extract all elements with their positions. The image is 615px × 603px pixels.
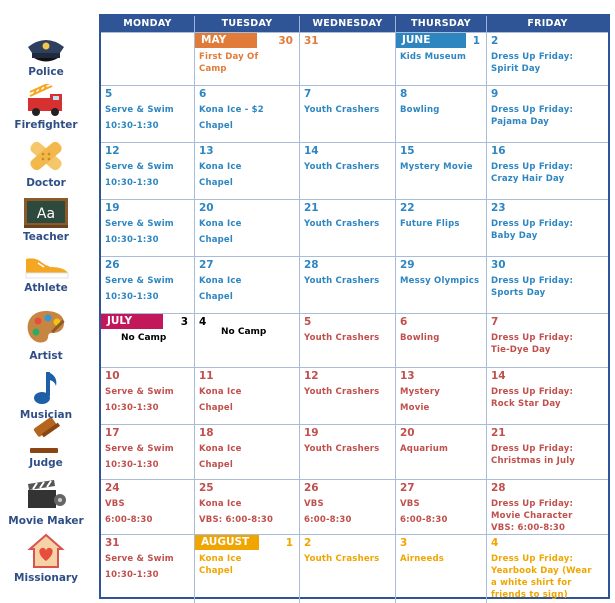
event-text: Kona Ice: [199, 276, 242, 286]
day-number: 21: [491, 427, 506, 439]
day-cell: [195, 33, 300, 85]
event-text: VBS: [304, 499, 324, 509]
day-number: 6: [199, 88, 207, 100]
event-text: VBS: 6:00-8:30: [491, 523, 566, 533]
day-cell: [195, 86, 300, 142]
sneaker-icon: [0, 253, 92, 281]
event-text: 10:30-1:30: [105, 570, 159, 580]
day-cell: [487, 200, 608, 256]
career-sidebar: [0, 0, 92, 603]
week-row: [101, 534, 608, 603]
no-camp-note: No Camp: [221, 327, 267, 337]
day-number: 22: [400, 202, 415, 214]
day-number: 30: [491, 259, 506, 271]
event-text: Rock Star Day: [491, 399, 561, 409]
event-text: Dress Up Friday:: [491, 105, 574, 115]
day-number: 1: [472, 34, 480, 47]
day-number: 6: [400, 316, 408, 328]
day-cell: [300, 368, 396, 424]
day-cell: [396, 480, 487, 534]
event-text: 10:30-1:30: [105, 178, 159, 188]
day-cell: [487, 86, 608, 142]
career-label: Athlete: [24, 282, 68, 294]
police-hat-icon: [0, 35, 92, 65]
day-number: 26: [304, 482, 319, 494]
day-cell: [101, 425, 195, 479]
day-number: 7: [491, 316, 499, 328]
event-text: Dress Up Friday:: [491, 52, 574, 62]
day-number: 31: [304, 35, 319, 47]
event-text: Yearbook Day (Wear: [491, 566, 592, 576]
event-text: Pajama Day: [491, 117, 550, 127]
day-cell: [396, 143, 487, 199]
day-number: 2: [304, 537, 312, 549]
event-text: Dress Up Friday:: [491, 444, 574, 454]
day-number: 23: [491, 202, 506, 214]
day-number: 4: [199, 316, 207, 328]
day-cell: [195, 368, 300, 424]
event-text: VBS: [105, 499, 125, 509]
event-text: Airneeds: [400, 554, 445, 564]
day-number: 1: [285, 536, 293, 549]
day-number: 28: [304, 259, 319, 271]
event-text: Chapel: [199, 403, 233, 413]
calendar-weeks: [101, 32, 608, 603]
no-camp-note: No Camp: [121, 333, 167, 343]
career-doctor: [0, 136, 92, 189]
palette-icon: [0, 307, 92, 349]
day-number: 14: [304, 145, 319, 157]
bandage-icon: [0, 136, 92, 176]
day-cell: [101, 257, 195, 313]
day-cell: [101, 86, 195, 142]
event-text: friends to sign): [491, 590, 568, 600]
day-cell: [101, 143, 195, 199]
month-start: [195, 33, 299, 48]
event-text: 10:30-1:30: [105, 235, 159, 245]
event-text: First Day Of: [199, 52, 259, 62]
day-number: 12: [304, 370, 319, 382]
event-text: Dress Up Friday:: [491, 276, 574, 286]
event-text: Mystery Movie: [400, 162, 473, 172]
day-number: 4: [491, 537, 499, 549]
day-number: 24: [105, 482, 120, 494]
day-number: 31: [105, 537, 120, 549]
career-label: Movie Maker: [8, 515, 84, 527]
day-number: 19: [304, 427, 319, 439]
day-cell: [101, 314, 195, 367]
svg-text:Aa: Aa: [36, 206, 56, 222]
day-cell: [396, 535, 487, 603]
event-text: Youth Crashers: [304, 554, 380, 564]
day-header-thursday: THURSDAY: [396, 16, 487, 32]
summer-camp-calendar: [99, 14, 610, 599]
day-cell: [101, 200, 195, 256]
day-cell: [487, 143, 608, 199]
career-movie-maker: [0, 476, 92, 527]
day-number: 26: [105, 259, 120, 271]
day-number: 8: [400, 88, 408, 100]
event-text: Dress Up Friday:: [491, 333, 574, 343]
day-number: 19: [105, 202, 120, 214]
day-number: 16: [491, 145, 506, 157]
career-judge: [0, 418, 92, 469]
day-number: 13: [199, 145, 214, 157]
event-text: Kona Ice - $2: [199, 105, 264, 115]
week-row: [101, 199, 608, 256]
month-badge: AUGUST: [195, 535, 259, 550]
event-text: 10:30-1:30: [105, 403, 159, 413]
day-cell: [396, 86, 487, 142]
weekday-header: [101, 16, 608, 32]
event-text: Future Flips: [400, 219, 460, 229]
event-text: Youth Crashers: [304, 387, 380, 397]
month-badge: JUNE: [396, 33, 466, 48]
event-text: Spirit Day: [491, 64, 541, 74]
event-text: Youth Crashers: [304, 105, 380, 115]
day-cell: [300, 200, 396, 256]
event-text: Camp: [199, 64, 227, 74]
event-text: Christmas in July: [491, 456, 576, 466]
week-row: [101, 32, 608, 85]
day-number: 5: [304, 316, 312, 328]
event-text: Aquarium: [400, 444, 449, 454]
chalkboard-icon: [0, 196, 92, 230]
career-label: Doctor: [26, 177, 66, 189]
event-text: Crazy Hair Day: [491, 174, 565, 184]
career-police: [0, 35, 92, 78]
day-number: 27: [400, 482, 415, 494]
week-row: [101, 256, 608, 313]
event-text: Movie Character: [491, 511, 573, 521]
fire-truck-icon: [0, 84, 92, 118]
day-number: 3: [180, 315, 188, 328]
clapperboard-icon: [0, 476, 92, 514]
day-cell: [195, 257, 300, 313]
day-cell: [195, 535, 300, 603]
month-badge: JULY: [101, 314, 163, 329]
event-text: Dress Up Friday:: [491, 219, 574, 229]
day-cell: [396, 33, 487, 85]
event-text: Kona Ice: [199, 444, 242, 454]
event-text: Serve & Swim: [105, 105, 174, 115]
career-firefighter: [0, 84, 92, 131]
day-number: 29: [400, 259, 415, 271]
event-text: Chapel: [199, 178, 233, 188]
event-text: Kona Ice: [199, 387, 242, 397]
event-text: Youth Crashers: [304, 276, 380, 286]
event-text: Tie-Dye Day: [491, 345, 551, 355]
career-label: Judge: [29, 457, 63, 469]
day-number: 10: [105, 370, 120, 382]
day-cell: [300, 480, 396, 534]
week-row: [101, 367, 608, 424]
day-cell: [300, 314, 396, 367]
career-athlete: [0, 253, 92, 294]
event-text: Serve & Swim: [105, 554, 174, 564]
event-text: Serve & Swim: [105, 162, 174, 172]
event-text: Youth Crashers: [304, 444, 380, 454]
career-label: Artist: [29, 350, 63, 362]
day-cell: [396, 257, 487, 313]
day-cell: [300, 425, 396, 479]
day-cell: [396, 425, 487, 479]
event-text: Chapel: [199, 566, 233, 576]
event-text: Bowling: [400, 105, 440, 115]
day-number: 14: [491, 370, 506, 382]
event-text: VBS: [400, 499, 420, 509]
event-text: 10:30-1:30: [105, 460, 159, 470]
event-text: Youth Crashers: [304, 219, 380, 229]
event-text: Chapel: [199, 235, 233, 245]
day-number: 18: [199, 427, 214, 439]
day-cell: [101, 368, 195, 424]
day-number: 13: [400, 370, 415, 382]
week-row: [101, 313, 608, 367]
event-text: Serve & Swim: [105, 444, 174, 454]
event-text: Messy Olympics: [400, 276, 480, 286]
event-text: Kona Ice: [199, 219, 242, 229]
event-text: Dress Up Friday:: [491, 499, 574, 509]
day-number: 25: [199, 482, 214, 494]
event-text: Serve & Swim: [105, 387, 174, 397]
event-text: a white shirt for: [491, 578, 572, 588]
day-cell: [101, 33, 195, 85]
event-text: Kona Ice: [199, 499, 242, 509]
event-text: 10:30-1:30: [105, 121, 159, 131]
day-cell: [487, 425, 608, 479]
week-row: [101, 424, 608, 479]
career-missionary: [0, 533, 92, 584]
event-text: Serve & Swim: [105, 219, 174, 229]
day-number: 3: [400, 537, 408, 549]
day-cell: [487, 257, 608, 313]
day-number: 20: [400, 427, 415, 439]
event-text: Dress Up Friday:: [491, 387, 574, 397]
day-cell: [101, 480, 195, 534]
event-text: Youth Crashers: [304, 333, 380, 343]
day-cell: [396, 200, 487, 256]
career-artist: [0, 307, 92, 362]
event-text: Dress Up Friday:: [491, 554, 574, 564]
day-cell: [487, 33, 608, 85]
day-number: 9: [491, 88, 499, 100]
event-text: Youth Crashers: [304, 162, 380, 172]
career-musician: [0, 368, 92, 421]
event-text: Movie: [400, 403, 430, 413]
event-text: Kona Ice: [199, 162, 242, 172]
day-number: 20: [199, 202, 214, 214]
event-text: VBS: 6:00-8:30: [199, 515, 274, 525]
day-number: 17: [105, 427, 120, 439]
event-text: Kona Ice: [199, 554, 242, 564]
day-number: 11: [199, 370, 214, 382]
career-label: Missionary: [14, 572, 78, 584]
heart-house-icon: [0, 533, 92, 571]
day-cell: [195, 480, 300, 534]
music-note-icon: [0, 368, 92, 408]
event-text: 10:30-1:30: [105, 292, 159, 302]
event-text: Bowling: [400, 333, 440, 343]
day-cell: [300, 86, 396, 142]
week-row: [101, 479, 608, 534]
career-label: Teacher: [23, 231, 69, 243]
day-cell: [195, 200, 300, 256]
event-text: 6:00-8:30: [304, 515, 352, 525]
day-cell: [396, 368, 487, 424]
day-cell: [300, 143, 396, 199]
gavel-icon: [0, 418, 92, 456]
career-teacher: [0, 196, 92, 243]
day-number: 28: [491, 482, 506, 494]
day-cell: [101, 535, 195, 603]
day-cell: [300, 257, 396, 313]
day-cell: [195, 425, 300, 479]
event-text: Chapel: [199, 460, 233, 470]
day-number: 5: [105, 88, 113, 100]
career-label: Firefighter: [14, 119, 78, 131]
day-header-tuesday: TUESDAY: [195, 16, 300, 32]
day-number: 15: [400, 145, 415, 157]
day-number: 7: [304, 88, 312, 100]
day-header-monday: MONDAY: [101, 16, 195, 32]
month-badge: MAY: [195, 33, 257, 48]
event-text: Kids Museum: [400, 52, 467, 62]
day-header-friday: FRIDAY: [527, 18, 568, 29]
day-number: 21: [304, 202, 319, 214]
day-number: 30: [278, 34, 293, 47]
week-row: [101, 142, 608, 199]
event-text: Chapel: [199, 292, 233, 302]
day-cell: [487, 314, 608, 367]
month-start: [195, 535, 299, 550]
career-label: Musician: [19, 409, 73, 421]
event-text: 6:00-8:30: [400, 515, 448, 525]
day-cell: [195, 314, 300, 367]
event-text: Serve & Swim: [105, 276, 174, 286]
day-header-wednesday: WEDNESDAY: [300, 16, 396, 32]
event-text: Dress Up Friday:: [491, 162, 574, 172]
day-cell: [487, 535, 608, 603]
day-cell: [300, 535, 396, 603]
month-start: [396, 33, 486, 48]
day-number: 27: [199, 259, 214, 271]
day-number: 12: [105, 145, 120, 157]
event-text: Baby Day: [491, 231, 538, 241]
week-row: [101, 85, 608, 142]
day-number: 2: [491, 35, 499, 47]
day-cell: [195, 143, 300, 199]
event-text: Sports Day: [491, 288, 546, 298]
day-cell: [396, 314, 487, 367]
event-text: Chapel: [199, 121, 233, 131]
career-label: Police: [28, 66, 64, 78]
month-start: [101, 314, 194, 329]
event-text: 6:00-8:30: [105, 515, 153, 525]
day-cell: [300, 33, 396, 85]
event-text: Mystery: [400, 387, 441, 397]
day-cell: [487, 480, 608, 534]
day-cell: [487, 368, 608, 424]
